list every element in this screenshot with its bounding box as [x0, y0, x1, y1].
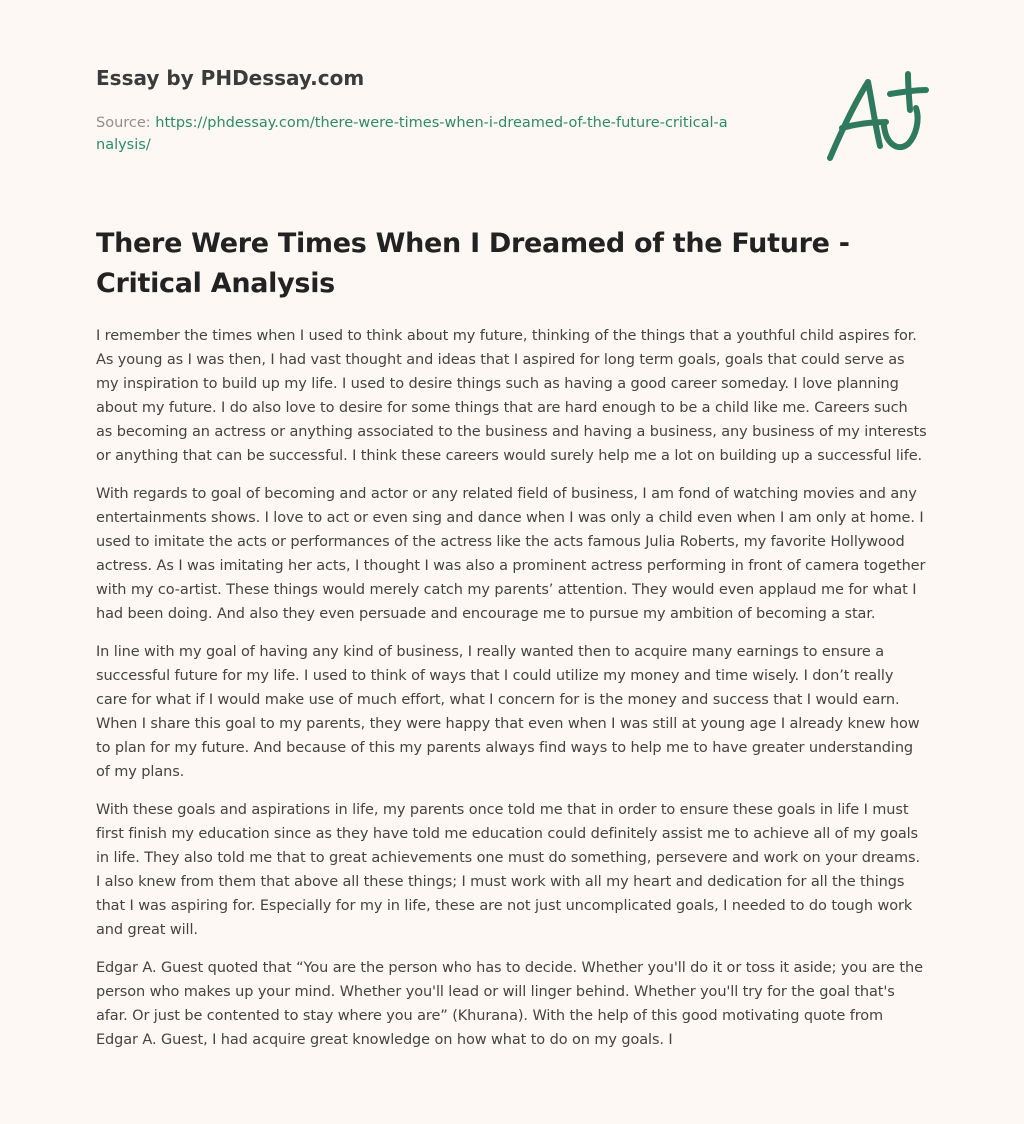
source-link[interactable]: https://phdessay.com/there-were-times-when-i-dreamed-of-the-future-critical-analysis/ — [96, 115, 728, 153]
site-brand: Essay by PHDessay.com — [96, 66, 365, 90]
site-header — [96, 62, 796, 156]
paragraph: With regards to goal of becoming and actor or any related field of business, I am fond of watching movies and any entertainments shows. I love to act or even sing and dance when I was only a child even when I am only at home. I used to imitate the acts or performances of the actress like the acts famous Julia Roberts, my favorite Hollywood actress. As I was imitating her acts, I thought I was also a prominent actress performing in front of camera together with my co-artist. These things would merely catch my parents’ attention. They would even applaud me for what I had been doing. And also they even persuade and encourage me to pursue my ambition of becoming a star. — [96, 486, 926, 622]
essay-body — [96, 324, 928, 1114]
a-plus-logo — [820, 68, 930, 168]
source-label: Source: — [96, 115, 156, 131]
source-line — [96, 112, 736, 156]
essay-title: There Were Times When I Dreamed of the Future - Critical Analysis — [96, 228, 850, 299]
paragraph: I remember the times when I used to think about my future, thinking of the things that a youthful child aspires for. As young as I was then, I had vast thought and ideas that I aspired for long term goals, goals that could serve as my inspiration to build up my life. I used to desire things such as having a good career someday. I love planning about my future. I do also love to desire for some things that are hard enough to be a child like me. Careers such as becoming an actress or anything associated to the business and having a business, any business of my interests or anything that can be successful. I think these careers would surely help me a lot on building up a successful life. — [96, 328, 927, 464]
paragraph: In line with my goal of having any kind of business, I really wanted then to acquire many earnings to ensure a successful future for my life. I used to think of ways that I could utilize my money and time wisely. I don’t really care for what if I would make use of much effort, what I concern for is the money and success that I would earn. When I share this goal to my parents, they were happy that even when I was still at young age I already knew how to plan for my future. And because of this my parents always find ways to help me to have greater understanding of my plans. — [96, 644, 920, 780]
logo-text: A+ — [820, 68, 822, 69]
paragraph: With these goals and aspirations in life, my parents once told me that in order to ensure these goals in life I must first finish my education since as they have told me education could definitely assist me to achieve all of my goals in life. They also told me that to great achievements one must do something, persevere and work on your dreams. I also knew from them that above all these things; I must work with all my heart and dedication for all the things that I was aspiring for. Especially for my in life, these are not just uncomplicated goals, I needed to do tough work and great will. — [96, 802, 921, 938]
paragraph: Edgar A. Guest quoted that “You are the person who has to decide. Whether you'll do it or toss it aside; you are the person who makes up your mind. Whether you'll lead or will linger behind. Whether you'll try for the goal that's afar. Or just be contented to stay where you are” (Khurana). With the help of this good motivating quote from Edgar A. Guest, I had acquire great knowledge on how what to do on my goals. I — [96, 960, 923, 1048]
